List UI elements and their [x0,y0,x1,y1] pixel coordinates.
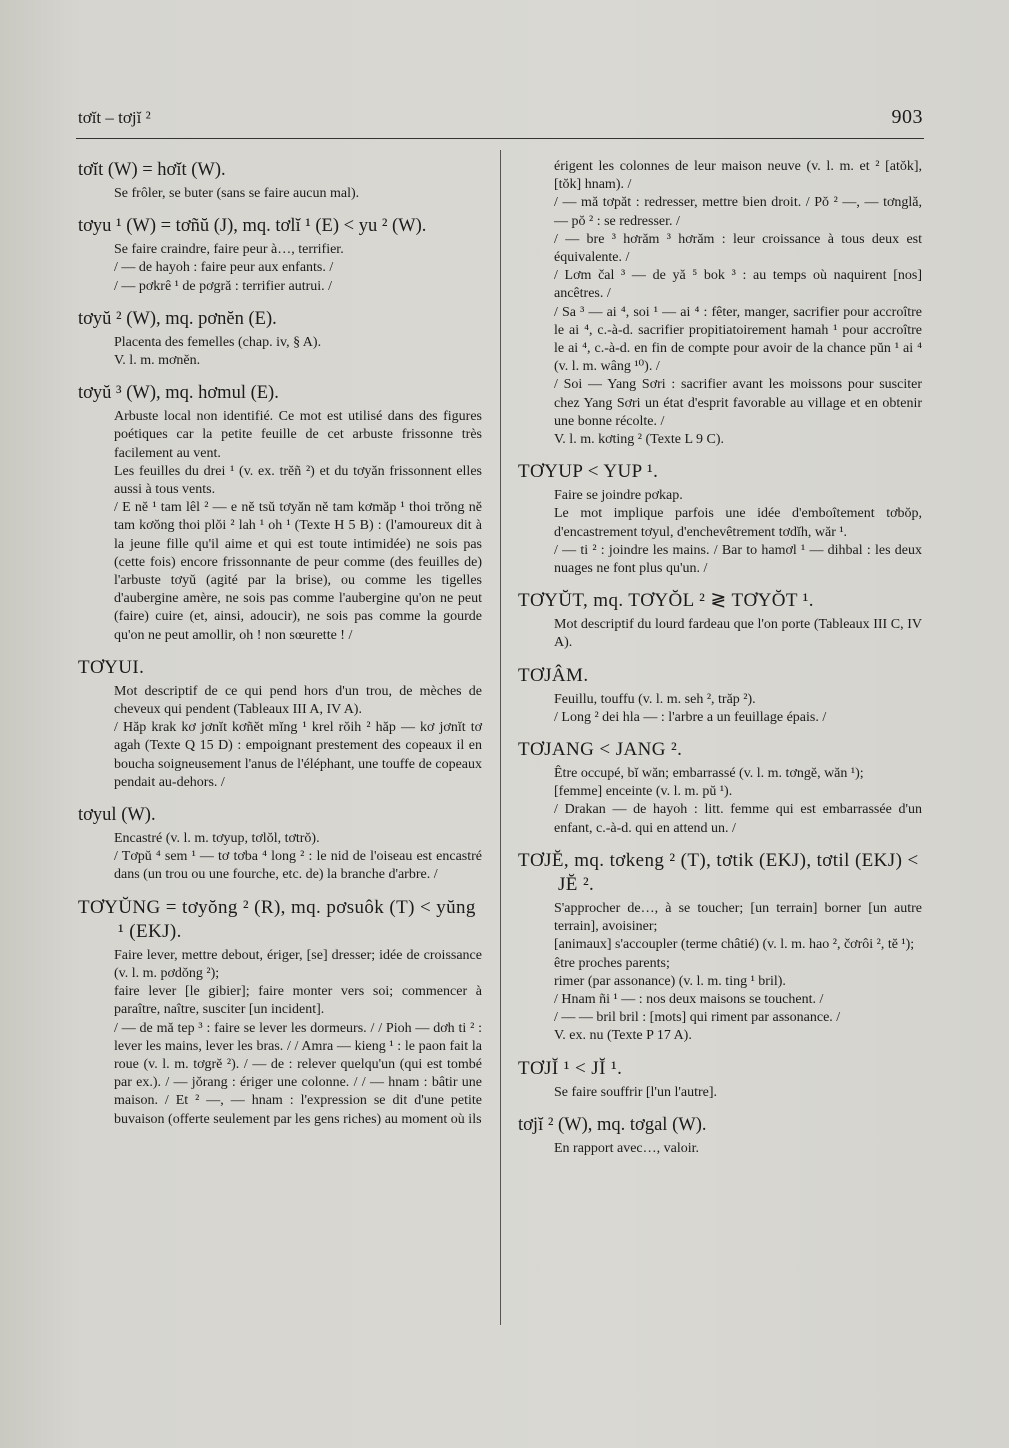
entry-body [78,830,482,885]
entry-body [518,691,922,727]
entry-example: / — — bril bril : [mots] qui riment par assonance. / [554,1010,841,1026]
entry-example: / — pơkrê ¹ de pơgră : terrifier autrui. / [114,278,333,294]
entry-definition: Être occupé, bĭ wăn; embarrassé (v. l. m. tơngĕ, wăn ¹); [554,766,864,782]
dictionary-entry-continued [518,158,922,449]
entry-headword: TƠYUP < YUP ¹. [518,461,659,483]
entry-crossref: V. l. m. kơting ² (Texte L 9 C). [554,432,725,448]
entry-headword: tơyul (W). [78,805,156,826]
entry-definition: Mot descriptif de ce qui pend hors d'un trou, de mèches de cheveux qui pendent (Tableaux III A, IV A). [114,683,482,718]
left-column [78,158,482,1140]
entry-definition: être proches parents; [554,955,670,971]
entry-definition: Faire se joindre pơkap. [554,488,683,504]
entry-definition: Arbuste local non identifié. Ce mot est utilisé dans des figures poétiques car la petite feuille de cet arbuste frissonne très facilement au vent. [114,409,482,461]
entry-definition: Se frôler, se buter (sans se faire aucun mal). [114,186,360,201]
entry-headword: TƠJÂM. [518,664,589,686]
entry-definition: Encastré (v. l. m. tơyup, tơlŏl, tơtrŏ). [114,831,320,847]
entry-example: / Drakan — de hayoh : litt. femme qui est embarrassée d'un enfant, c.-à-d. qui en attend un. / [554,802,922,836]
entry-body [78,683,482,792]
dictionary-entry [78,158,482,203]
right-column [518,158,922,1169]
entry-example: / — de hayoh : faire peur aux enfants. / [114,260,334,276]
entry-headword: TƠJĔ, mq. tơkeng ² (T), tơtik (EKJ), tơtil (EKJ) < JĔ ². [518,849,919,895]
entry-headword: tơyu ¹ (W) = tơñŭ (J), mq. tơlĭ ¹ (E) < yu ² (W). [78,216,427,237]
entry-body [78,947,482,1129]
entry-body [518,900,922,1046]
entry-definition: Mot descriptif du lourd fardeau que l'on porte (Tableaux III C, IV A). [554,617,922,651]
entry-example: / Sa ³ — ai ⁴, soi ¹ — ai ⁴ : fêter, manger, sacrifier pour accroître le ai ⁴, c.-à-d. sacrifier propitiatoirement hamah ¹ pour accroître le ai ⁴, c.-à-d. en fin de compte pour avoir de la chance pŭn ¹ ai ⁴ (v. l. m. wâng ¹⁰). / [554,304,922,375]
entry-definition: En rapport avec…, valoir. [554,1140,700,1156]
dictionary-entry [518,1113,922,1158]
entry-headword: TƠJANG < JANG ². [518,739,683,761]
entry-definition: Se faire souffrir [l'un l'autre]. [554,1084,718,1100]
entry-headword: TƠYŬNG = tơyŏng ² (R), mq. pơsuôk (T) < yŭng ¹ (EKJ). [78,896,476,942]
entry-headword: tơjĭ ² (W), mq. tơgal (W). [518,1114,707,1135]
entry-headword: TƠYUI. [78,656,145,678]
entry-body [518,765,922,838]
entry-headword: tơyŭ ³ (W), mq. hơmul (E). [78,383,279,404]
entry-definition: Les feuilles du drei ¹ (v. ex. trĕñ ²) et du tơyăn frissonnent elles aussi à tous vents. [114,463,482,498]
entry-body [518,616,922,652]
entry-example: / — mă tơpăt : redresser, mettre bien droit. / Pŏ ² —, — tơnglă, — pŏ ² : se redresser. / [554,195,922,229]
entry-body [518,1140,922,1158]
entry-example: / E nĕ ¹ tam lêl ² — e nĕ tsŭ tơyăn nĕ tam kơmăp ¹ thoi trŏng nĕ tam kơŏng thoi plŏi ² lah ¹ oh ¹ (Texte H 5 B) : (l'amoureux dit à la jeune fille qu'il aime et qui est toute intimidée) ne sois pas (cette fois) encore frissonnante de peur comme (des feuilles de) l'arbuste tơyŭ (agité par la brise), ou comme les tigelles d'aubergine amère, ne sois pas comme l'aubergine qu'on ne peut (faire) cuire (et, ainsi, adoucir), ne sois pas comme la gourde qu'on ne peut amollir, oh ! non sœurette ! / [114,500,482,643]
entry-definition: Placenta des femelles (chap. iv, § A). [114,334,322,350]
dictionary-entry [518,664,922,727]
entry-example: / Lơm čal ³ — de yă ⁵ bok ³ : au temps où naquirent [nos] ancêtres. / [554,268,922,302]
entry-crossref: V. ex. nu (Texte P 17 A). [554,1028,692,1044]
entry-headword: tơyŭ ² (W), mq. pơnĕn (E). [78,308,277,329]
entry-headword: tơĭt (W) = hơĭt (W). [78,160,226,180]
entry-body [518,158,922,449]
entry-example: / Hăp krak kơ jơnĭt kơñĕt mĭng ¹ krel rŏih ² hăp — kơ jơnĭt tơ agah (Texte Q 15 D) : empoignant prestement des copeaux il en boucha soigneusement l'anus de l'éléphant, une touffe de copeaux pendait au-dehors. / [114,720,482,790]
running-head-entries: tơĭt – tơjĭ ² [78,108,151,127]
entry-body [78,408,482,645]
dictionary-entry [518,849,922,1046]
dictionary-entry [518,738,922,838]
entry-body [78,241,482,296]
header-rule [76,138,924,139]
dictionary-entry [78,214,482,296]
entry-definition: [femme] enceinte (v. l. m. pŭ ¹). [554,784,733,800]
dictionary-entry [78,896,482,1129]
entry-definition: Feuillu, touffu (v. l. m. seh ², trăp ²). [554,691,756,707]
entry-headword: TƠJĬ ¹ < JĬ ¹. [518,1057,623,1079]
dictionary-entry [78,307,482,370]
dictionary-entry [518,589,922,652]
entry-definition: Faire lever, mettre debout, ériger, [se] dresser; idée de croissance (v. l. m. pơdŏng ²); [114,947,482,981]
running-head [78,106,923,129]
dictionary-entry [78,381,482,645]
page-number: 903 [891,106,923,128]
dictionary-entry [78,656,482,792]
entry-example: / Long ² dei hla — : l'arbre a un feuillage épais. / [554,709,827,725]
entry-example: / Hnam ñi ¹ — : nos deux maisons se touchent. / [554,991,824,1007]
entry-definition: faire lever [le gibier]; faire monter vers soi; commencer à paraître, naître, susciter [un incident]. [114,984,482,1018]
entry-body [518,1084,922,1102]
entry-definition: Se faire craindre, faire peur à…, terrifier. [114,242,344,258]
entry-headword: TƠYŬT, mq. TƠYŎL ² ≷ TƠYŎT ¹. [518,590,814,612]
entry-example: / — ti ² : joindre les mains. / Bar to hamơl ¹ — dihbal : les deux nuages ne font plus qu'un. / [554,542,922,577]
entry-body [78,185,482,203]
entry-body [518,487,922,578]
entry-example: / Tơpŭ ⁴ sem ¹ — tơ tơba ⁴ long ² : le nid de l'oiseau est encastré dans (un trou ou une fourche, etc. de) la branche d'arbre. / [114,849,482,883]
entry-definition: S'approcher de…, à se toucher; [un terrain] borner [un autre terrain], avoisiner; [554,900,922,935]
dictionary-entry [78,803,482,885]
entry-example: / Soi — Yang Sơri : sacrifier avant les moissons pour susciter chez Yang Sơri un état d'esprit favorable au village et en obtenir une bonne récolte. / [554,377,922,429]
dictionary-entry [518,460,922,578]
entry-body [78,334,482,370]
entry-example: / — de mă tep ³ : faire se lever les dormeurs. / / Pioh — dơh ti ² : lever les mains, lever les bras. / / Amra — kieng ¹ : le paon fait la roue (v. l. m. tơgrĕ ²). / — de : relever quelqu'un (qui est tombé par ex.). / — jŏrang : ériger une colonne. / / — hnam : bâtir une maison. / Et ² —, — hnam : l'expression se dit d'une petite buvaison (offerte seulement par les gens riches) au moment où ils [114,1020,482,1127]
entry-continuation: érigent les colonnes de leur maison neuve (v. l. m. et ² [atŏk], [tŏk] hnam). / [554,159,922,193]
column-divider [500,150,501,1325]
entry-definition: [animaux] s'accoupler (terme châtié) (v. l. m. hao ², čơrôi ², tĕ ¹); [554,937,915,953]
entry-definition: Le mot implique parfois une idée d'emboîtement tơbŏp, d'encastrement tơyul, d'enchevêtrement tơdĭh, wăr ¹. [554,506,922,540]
entry-example: / — bre ³ hơrăm ³ hơrăm : leur croissance à tous deux est équivalente. / [554,231,922,266]
entry-crossref: V. l. m. mơnĕn. [114,353,201,369]
entry-definition: rimer (par assonance) (v. l. m. ting ¹ bril). [554,973,786,989]
dictionary-entry [518,1057,922,1102]
